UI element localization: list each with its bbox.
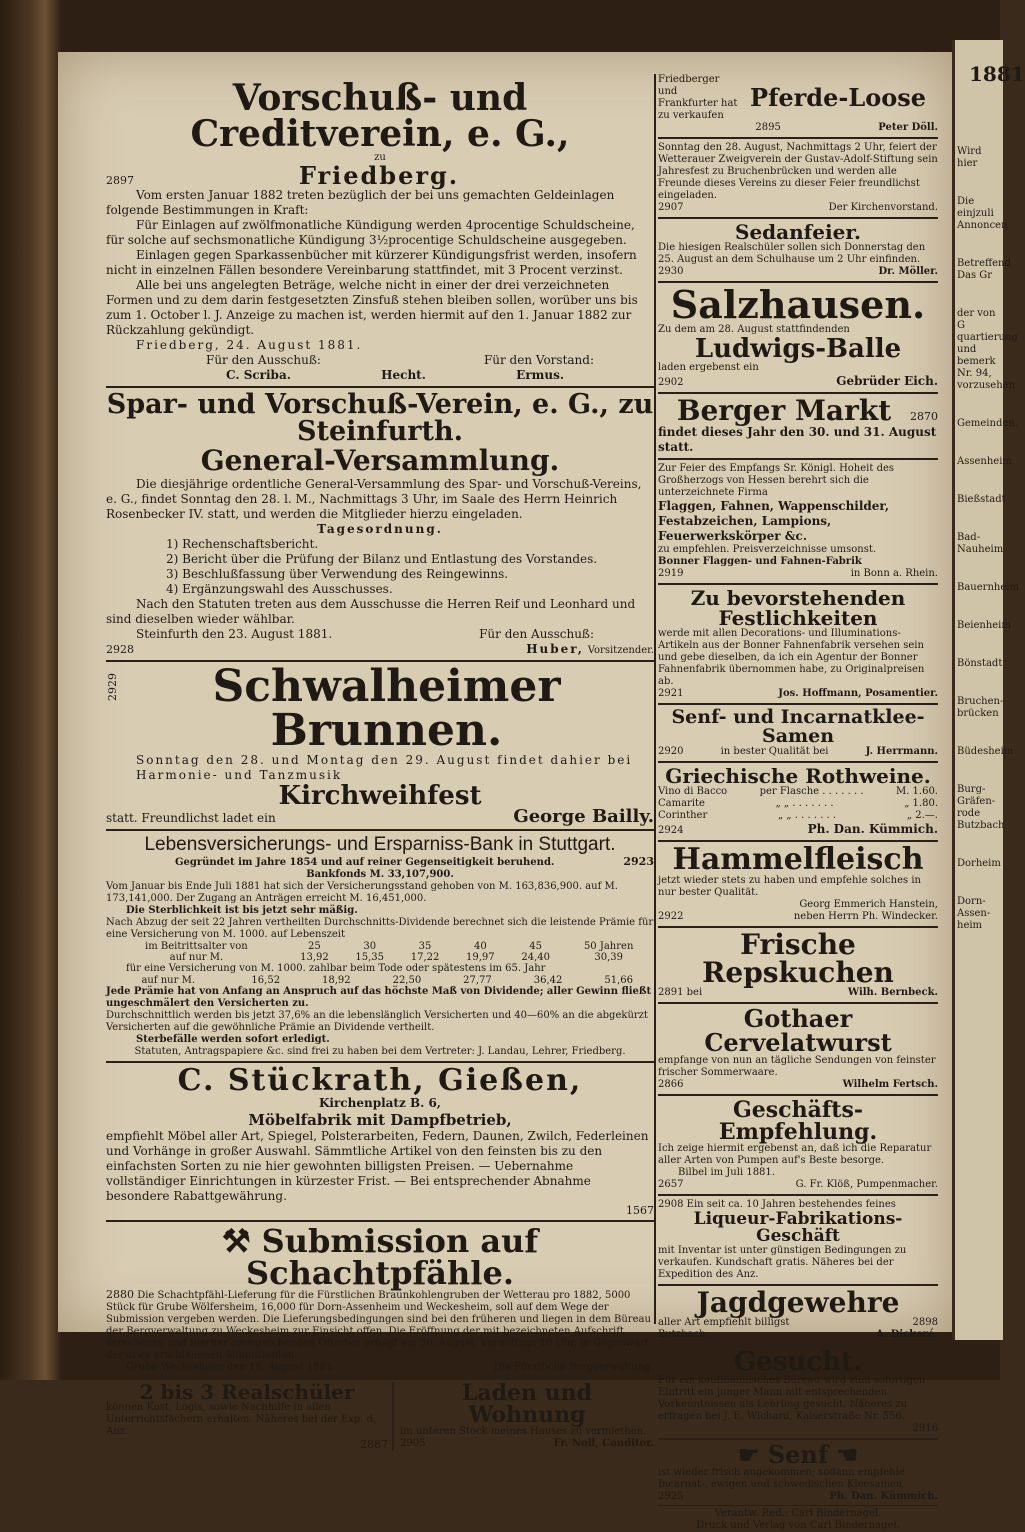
ad-lebensversicherung-stuttgart <box>106 834 654 1058</box>
signature: C. Scriba. <box>226 368 291 382</box>
ad-paragraph: statt. Freundlichst ladet ein <box>106 811 276 825</box>
ad-number: 2929 <box>106 673 119 701</box>
wine-row <box>658 798 938 810</box>
ad-number: 2916 <box>912 1423 938 1434</box>
ad-title: Liqueur-Fabrikations-Geschäft <box>693 1209 903 1246</box>
ad-line: Jede Prämie hat von Anfang an Anspruch auf das höchste Maß von Dividende; aller Gewinn fließt ungeschmälert den Versicherten zu. <box>106 986 652 1009</box>
ad-sedanfeier <box>658 222 938 278</box>
ad-city: Butzbach. <box>658 1329 709 1340</box>
signature: A. Dickoré. <box>876 1329 938 1340</box>
imprint-publisher: Druck und Verlag von Carl Bindernagel. <box>696 1520 900 1531</box>
wine-cell: Vino di Bacco <box>658 786 728 797</box>
ad-title: Berger Markt <box>676 394 892 427</box>
signature: Die Fürstliche Bergverwaltung. <box>493 1362 654 1373</box>
table-cell: 24,40 <box>521 952 550 963</box>
ad-paragraph: aller Art empfiehlt billigst <box>658 1317 790 1328</box>
ad-pferde-loose <box>658 74 938 134</box>
ad-title: Gesucht. <box>733 1347 863 1377</box>
ad-paragraph: Ich zeige hiermit ergebenst an, daß ich die Reparatur aller Arten von Pumpen auf's Beste besorge. <box>658 1143 932 1166</box>
pointing-hand-icon: ☛ <box>737 1440 768 1469</box>
ad-paragraph: Die hiesigen Realschüler sollen sich Donnerstag den 25. August an dem Schulhause um 2 Uhr einfinden. <box>658 242 926 265</box>
ad-number: 2922 <box>658 911 684 922</box>
signature: Huber, <box>526 642 584 656</box>
ad-paragraph: bei <box>686 987 703 998</box>
wine-cell: „ 1.80. <box>904 798 938 809</box>
ad-paragraph: Zur Feier des Empfangs Sr. Königl. Hoheit des Großherzogs von Hessen berehrt sich die unterzeichnete Firma <box>658 463 895 498</box>
signature-label: Für den Ausschuß: <box>479 627 594 641</box>
ad-subtitle: Ludwigs-Balle <box>694 334 902 364</box>
wine-cell: „ 2.—. <box>906 810 938 821</box>
crossed-hammers-icon: ⚒ <box>221 1222 262 1260</box>
ad-creditverein-friedberg <box>106 77 654 383</box>
ad-number: 2905 <box>400 1438 426 1449</box>
table-cell: 22,50 <box>392 975 422 986</box>
signature-label: Für den Vorstand: <box>483 353 594 367</box>
ad-title: Lebensversicherungs- und Ersparniss-Bank in Stuttgart. <box>144 834 616 855</box>
ad-number: 1567 <box>626 1204 654 1217</box>
wine-row <box>658 810 938 822</box>
ad-title: Geschäfts-Empfehlung. <box>718 1097 878 1145</box>
ad-city: in Bonn a. Rhein. <box>850 568 938 579</box>
table-row <box>106 975 654 986</box>
adjacent-page-text: Beienheim <box>957 620 1011 631</box>
ad-title: Jagdgewehre <box>696 1286 900 1319</box>
adjacent-page-text: Bießstadt <box>957 494 1006 505</box>
adjacent-page-edge <box>952 40 1025 1340</box>
ad-paragraph: Alle bei uns angelegten Beträge, welche nicht in einer der drei verzeichneten Formen und zu dem darin festgesetzten Zinsfuß stehen bleiben sollen, worüber uns bis zum 1. October l. J. Anzeige zu machen ist, werden hiermit auf den 1. Januar 1882 zur Rückzahlung gekündigt. <box>106 278 638 337</box>
ad-number: 2866 <box>658 1079 684 1090</box>
ad-number: 2919 <box>658 568 684 579</box>
signature: Wilhelm Fertsch. <box>842 1079 938 1090</box>
ad-title: Laden und Wohnung <box>461 1380 593 1428</box>
ad-line: Sterbefälle werden sofort erledigt. <box>136 1034 330 1045</box>
table-cell: auf nur M. <box>141 975 195 986</box>
pointing-hand-icon: ☚ <box>828 1440 859 1469</box>
table-cell: 19,97 <box>466 952 495 963</box>
ad-paragraph: Sonntag den 28. und Montag den 29. August findet dahier bei Harmonie- und Tanzmusik <box>136 753 633 782</box>
ad-number: 2887 <box>360 1438 388 1451</box>
ad-gesucht <box>658 1349 938 1435</box>
ad-paragraph: Nach den Statuten treten aus dem Ausschusse die Herren Reif und Leonhard und sind dieselben wieder wählbar. <box>106 597 636 626</box>
ad-title: Spar- und Vorschuß-Verein, e. G., zu Steinfurth. <box>106 389 654 447</box>
ad-line: Die Sterblichkeit ist bis jetzt sehr mäßig. <box>126 905 358 916</box>
table-cell: 40 <box>473 941 487 952</box>
ad-senf <box>658 1440 938 1503</box>
table-row <box>106 952 654 963</box>
signature: Gebrüder Eich. <box>836 374 938 388</box>
ad-paragraph: Für Einlagen auf zwölfmonatliche Kündigung werden 4procentige Schuldscheine, für solche auf sechsmonatliche Kündigung 3½procentige Schuldscheine ausgegeben. <box>106 218 635 247</box>
premium-table <box>106 941 654 963</box>
table-cell: 51,66 <box>604 975 633 986</box>
ad-subtitle: Flaggen, Fahnen, Wappenschilder, Festabzeichen, Lampions, Feuerwerkskörper &c. <box>658 499 890 543</box>
adjacent-page-fragments <box>955 146 1019 932</box>
ad-title: Gothaer Cervelatwurst <box>704 1004 892 1057</box>
agenda-item: 2) Bericht über die Prüfung der Bilanz und Entlastung des Vorstandes. <box>166 552 598 566</box>
agenda-item: 4) Ergänzungswahl des Ausschusses. <box>166 582 393 596</box>
ad-line: Statuten, Antragspapiere &c. sind frei zu haben bei dem Vertreter: J. Landau, Lehrer, Friedberg. <box>134 1046 626 1057</box>
ad-line: Vom Januar bis Ende Juli 1881 hat sich der Versicherungsstand gehoben von M. 163,836,900. auf M. 173,141,000. Der Zugang an Anträgen erreicht M. 16,451,000. <box>106 881 618 904</box>
ad-date: Steinfurth den 23. August 1881. <box>136 627 333 641</box>
ad-number: 2920 <box>658 746 684 757</box>
right-column <box>658 74 938 1532</box>
ad-geschaefts-empfehlung <box>658 1099 938 1191</box>
ad-title: Zu bevorstehenden Festlichkeiten <box>690 586 906 630</box>
ad-paragraph: empfiehlt Möbel aller Art, Spiegel, Polsterarbeiten, Federn, Daunen, Zwilch, Federleinen und Vorhänge in großer Auswahl. Sämmtliche Artikel von den feinsten bis zu den einfachsten Sorten zu nie hier gewohnten billigsten Preisen. — Uebernahme vollständiger Einrichtungen in kürzester Frist. — Bei entsprechender Abnahme besondere Rabattgewährung. <box>106 1129 649 1203</box>
ad-number: 2657 <box>658 1179 684 1190</box>
agenda-item: 1) Rechenschaftsbericht. <box>166 537 319 551</box>
ad-city: Friedberg. <box>298 161 460 190</box>
imprint-editor: Verantw. Red.: Carl Bindernagel. <box>714 1508 882 1519</box>
premium-table <box>106 975 654 986</box>
adjacent-page-text: der von G quartierung und bemerk Nr. 94, vorzusehen <box>957 308 1018 391</box>
signature: Georg Emmerich Hanstein, <box>799 899 938 910</box>
ad-number: 2880 <box>106 1288 134 1301</box>
ad-realschueler <box>106 1382 394 1451</box>
ad-gustav-adolf <box>658 142 938 214</box>
adjacent-page-text: Bönstadt <box>957 658 1003 669</box>
ad-title: Griechische Rothweine. <box>665 764 931 788</box>
left-column <box>106 74 654 1451</box>
ad-schwalheimer-brunnen <box>106 661 654 827</box>
signature: Peter Döll. <box>878 122 938 133</box>
signature-role: Vorsitzender. <box>587 645 654 656</box>
table-row <box>106 941 654 952</box>
signature: Ph. Dan. Kümmich. <box>807 822 938 836</box>
adjacent-page-text: Dorheim <box>957 858 1001 869</box>
ad-paragraph: findet dieses Jahr den 30. und 31. August statt. <box>658 425 937 454</box>
ad-paragraph: Sonntag den 28. August, Nachmittags 2 Uhr, feiert der Wetterauer Zweigverein der Gustav-Adolf-Stiftung sein Jahresfest zu Bruchenbrücken und werden alle Freunde dieses Vereins zu dieser Feier freundlichst eingeladen. <box>658 142 938 201</box>
ad-paragraph: jetzt wieder stets zu haben und empfehle solches in nur bester Qualität. <box>658 875 921 898</box>
ad-title: 2 bis 3 Realschüler <box>139 1380 355 1404</box>
ad-date: Grube Weckesheim den 18. August 1881. <box>126 1362 336 1373</box>
ad-firm: Bonner Flaggen- und Fahnen-Fabrik <box>658 556 862 567</box>
ad-date: Bilbel im Juli 1881. <box>678 1167 775 1178</box>
table-cell: 50 Jahren <box>583 941 634 952</box>
newspaper-page <box>58 52 952 1531</box>
ad-number: 2902 <box>658 377 684 388</box>
table-cell: 27,77 <box>463 975 492 986</box>
ad-liqueur-fabrikation <box>658 1199 938 1281</box>
adjacent-page-text: Burg-Gräfen-rode Butzbach <box>957 784 1005 831</box>
ad-paragraph: Die diesjährige ordentliche General-Versammlung des Spar- und Vorschuß-Vereins, e. G., findet Sonntag den 28. l. M., Nachmittags 3 Uhr, im Saale des Herrn Heinrich Rosenbecker IV. statt, und werden die Mitglieder hierzu eingeladen. <box>106 477 642 521</box>
wine-cell: Camarite <box>658 798 705 809</box>
signature: G. Fr. Klöß, Pumpenmacher. <box>795 1179 938 1190</box>
ad-paragraph: werde mit allen Decorations- und Illuminations-Artikeln aus der Bonner Fahnenfabrik versehen sein und gebe dieselben, da ich ein Agentur der Bonner Fahnenfabrik übernommen habe, zu Originalpreisen ab. <box>658 628 925 687</box>
ad-prefix: Friedberger und Frankfurter hat zu verkaufen <box>658 74 738 121</box>
ad-number: 2898 <box>912 1317 938 1328</box>
table-cell: 30 <box>363 941 377 952</box>
ad-paragraph: Zu dem am 28. August stattfindenden <box>658 324 850 335</box>
ad-paragraph: Ein seit ca. 10 Jahren bestehendes feines <box>686 1199 896 1210</box>
wine-cell: „ „ . . . . . . . <box>778 810 837 821</box>
ad-number: 2891 <box>658 987 684 998</box>
ad-bonner-fahnenfabrik <box>658 463 938 580</box>
adjacent-page-text: Betreffend Das Gr <box>957 258 1011 281</box>
table-cell: 18,92 <box>322 975 351 986</box>
ad-paragraph: Vom ersten Januar 1882 treten bezüglich der bei uns gemachten Geldeinlagen folgende Bestimmungen in Kraft: <box>106 188 615 217</box>
ad-number: 2924 <box>658 825 684 836</box>
ad-title: Frische Repskuchen <box>702 928 894 989</box>
ad-jagdgewehre <box>658 1286 938 1341</box>
ad-paragraph: neben Herrn Ph. Windecker. <box>793 911 938 922</box>
ad-number: 2897 <box>106 174 134 187</box>
signature: Wilh. Bernbeck. <box>847 987 938 998</box>
wine-price-list <box>658 786 938 822</box>
ad-griechische-rothweine <box>658 766 938 837</box>
ad-festlichkeiten <box>658 588 938 700</box>
ad-title: Pferde-Loose <box>750 83 926 112</box>
ad-line: Bankfonds M. 33,107,900. <box>306 869 454 880</box>
signature: Fr. Noll, Conditor. <box>553 1438 654 1449</box>
adjacent-page-text: Wird hier <box>957 146 982 169</box>
ad-number: 2870 <box>910 410 938 423</box>
ad-title: C. Stückrath, Gießen, <box>177 1063 583 1098</box>
signature: Hecht. <box>381 368 426 382</box>
adjacent-page-text: Gemeinden. <box>957 418 1018 429</box>
ad-berger-markt <box>658 394 938 455</box>
wine-cell: Corinther <box>658 810 708 821</box>
ad-address: Kirchenplatz B. 6, <box>319 1096 441 1110</box>
ad-number: 2907 <box>658 202 684 213</box>
table-cell: 35 <box>418 941 432 952</box>
ad-paragraph: laden ergebenst ein <box>658 362 759 373</box>
column-separator <box>654 74 656 1324</box>
wine-cell: per Flasche . . . . . . . <box>759 786 864 797</box>
ad-number: 2930 <box>658 266 684 277</box>
ad-paragraph: Für ein kaufmännisches Büreau wird zum sofortigen Eintritt ein junger Mann mit entsprechenden Vorkenntnissen als Lehrling gesucht. Näheres zu erfragen bei J. E. Wichard, Kaiserstraße Nr. 556. <box>658 1375 926 1422</box>
ad-title: Hammelfleisch <box>672 842 924 877</box>
ad-paragraph: mit Inventar ist unter günstigen Bedingungen zu verkaufen. Kundschaft gratis. Näheres bei der Expedition des Anz. <box>658 1245 907 1280</box>
signature-label: Für den Ausschuß: <box>206 353 321 367</box>
ad-repskuchen <box>658 928 938 999</box>
ad-subtitle: General-Versammlung. <box>200 444 560 477</box>
ad-number: 2928 <box>106 643 134 656</box>
ad-title: Submission auf Schachtpfähle. <box>246 1222 539 1292</box>
ad-title: Senf <box>767 1440 829 1469</box>
ad-number: 2908 <box>658 1199 684 1210</box>
adjacent-page-text: Die einjzuli Annoncen <box>957 196 1008 231</box>
signature: Der Kirchenvorstand. <box>828 202 938 213</box>
ad-title: Salzhausen. <box>670 282 926 327</box>
ad-date: Friedberg, 24. August 1881. <box>136 338 363 352</box>
ad-paragraph: ist wieder frisch angekommen; sodann empfehle Incarnat-, ewigen und schwedischen Kleesamen. <box>658 1467 906 1490</box>
ad-agenda-title: Tagesordnung. <box>317 522 443 536</box>
ad-number: 2923 <box>623 855 654 868</box>
table-cell: im Beitrittsalter von <box>145 941 248 952</box>
table-cell: 25 <box>308 941 321 952</box>
ad-paragraph: Einlagen gegen Sparkassenbücher mit kürzerer Kündigungsfrist werden, insofern nicht in einzelnen Fällen besondere Vereinbarung stattfindet, mit 3 Procent verzinst. <box>106 248 637 277</box>
page-number: 1881 <box>969 62 1025 86</box>
ad-senf-samen <box>658 708 938 758</box>
wine-cell: „ „ . . . . . . . <box>775 798 834 809</box>
ad-number: 2895 <box>755 122 781 133</box>
ad-paragraph: zu empfehlen. Preisverzeichnisse umsonst. <box>658 544 877 555</box>
ad-laden-wohnung <box>394 1382 654 1451</box>
ad-paragraph: Die Schachtpfähl-Lieferung für die Fürstlichen Braunkohlengruben der Wetterau pro 1882, 5000 Stück für Grube Wölfersheim, 16,000 für Dorn-Assenheim und Weckesheim, soll auf dem Wege der Submission vergeben werden. Die Lieferungsbedingungen sind bei den früheren und liegen in dem Büreau der Bergverwaltung zu Weckesheim zur Einsicht offen. Die Eröffnung der mit bezeichneten Aufschrift versehenen und hierher einzureichenden Offerten erfolgt am 30. August, Vormittags 10 Uhr, in Gegenwart der etwa erschienenen Submittenten. <box>106 1290 651 1361</box>
ad-paragraph: empfange von nun an tägliche Sendungen von feinster frischer Sommerwaare. <box>658 1055 936 1078</box>
ad-row-bottom <box>106 1382 654 1451</box>
ad-paragraph: in bester Qualität bei <box>720 746 829 757</box>
ad-zu: zu <box>374 152 386 163</box>
signature: Ph. Dan. Kümmich. <box>829 1491 938 1502</box>
table-cell: 36,42 <box>533 975 563 986</box>
ad-title: Vorschuß- und Creditverein, e. G., <box>190 77 570 155</box>
ad-stueckrath-giessen <box>106 1063 654 1217</box>
table-cell: auf nur M. <box>169 952 224 963</box>
ad-number: 2925 <box>658 1491 684 1502</box>
ad-hammelfleisch <box>658 842 938 923</box>
table-cell: 17,22 <box>410 952 440 963</box>
ad-salzhausen <box>658 282 938 389</box>
adjacent-page-text: Büdesheim <box>957 746 1014 757</box>
ad-paragraph: im unteren Stock meines Hauses zu vermiethen. <box>400 1426 647 1437</box>
ad-line: Nach Abzug der seit 22 Jahren vertheilten Durchschnitts-Dividende berechnet sich die leistende Prämie für eine Versicherung von M. 1000. auf Lebenszeit <box>106 917 654 940</box>
ad-line: Gegründet im Jahre 1854 und auf reiner Gegenseitigkeit beruhend. <box>174 857 555 868</box>
wine-row <box>658 786 938 798</box>
ad-sparverein-steinfurth <box>106 391 654 657</box>
ad-number: 2921 <box>658 688 684 699</box>
adjacent-page-text: Assenheim <box>957 456 1012 467</box>
signature: Ermus. <box>516 368 564 382</box>
ad-submission-schachtpfaehle <box>106 1222 654 1374</box>
table-cell: 45 <box>529 941 543 952</box>
ad-title: Schwalheimer Brunnen. <box>212 661 561 756</box>
table-cell: 16,52 <box>251 975 281 986</box>
ad-subtitle: Möbelfabrik mit Dampfbetrieb, <box>248 1111 512 1129</box>
adjacent-page-text: Dorn-Assen-heim <box>957 896 991 931</box>
ad-line: Durchschnittlich werden bis jetzt 37,6% an die lebenslänglich Versicherten und 40—60% an die abgekürzt Versicherten auf die gewöhnliche Prämie an Dividende vertheilt. <box>106 1010 648 1033</box>
signature: Dr. Möller. <box>878 266 938 277</box>
ad-paragraph: können Kost, Logis, sowie Nachhilfe in allen Unterrichtsfächern erhalten. Näheres bei der Exp. d. Anz. <box>106 1402 377 1437</box>
adjacent-page-text: Bad-Nauheim <box>957 532 1004 555</box>
ad-cervelatwurst <box>658 1004 938 1091</box>
ad-title: Senf- und Incarnatklee-Samen <box>671 706 925 747</box>
agenda-item: 3) Beschlußfassung über Verwendung des Reingewinns. <box>166 567 509 581</box>
signature: J. Herrmann. <box>865 746 938 757</box>
table-cell: 13,92 <box>300 952 329 963</box>
wine-cell: M. 1.60. <box>895 786 938 797</box>
signature: Jos. Hoffmann, Posamentier. <box>778 688 938 699</box>
table-cell: 30,39 <box>594 952 623 963</box>
ad-line: für eine Versicherung von M. 1000. zahlbar beim Tode oder spätestens im 65. Jahr <box>126 963 546 974</box>
signature: George Bailly. <box>513 806 654 827</box>
table-cell: 15,35 <box>355 952 385 963</box>
adjacent-page-text: Bruchen-brücken <box>957 696 1004 719</box>
ad-subtitle: Kirchweihfest <box>278 781 482 811</box>
ad-title: Sedanfeier. <box>735 220 861 244</box>
adjacent-page-text: Bauernheim <box>957 582 1019 593</box>
agenda-list <box>106 537 654 597</box>
